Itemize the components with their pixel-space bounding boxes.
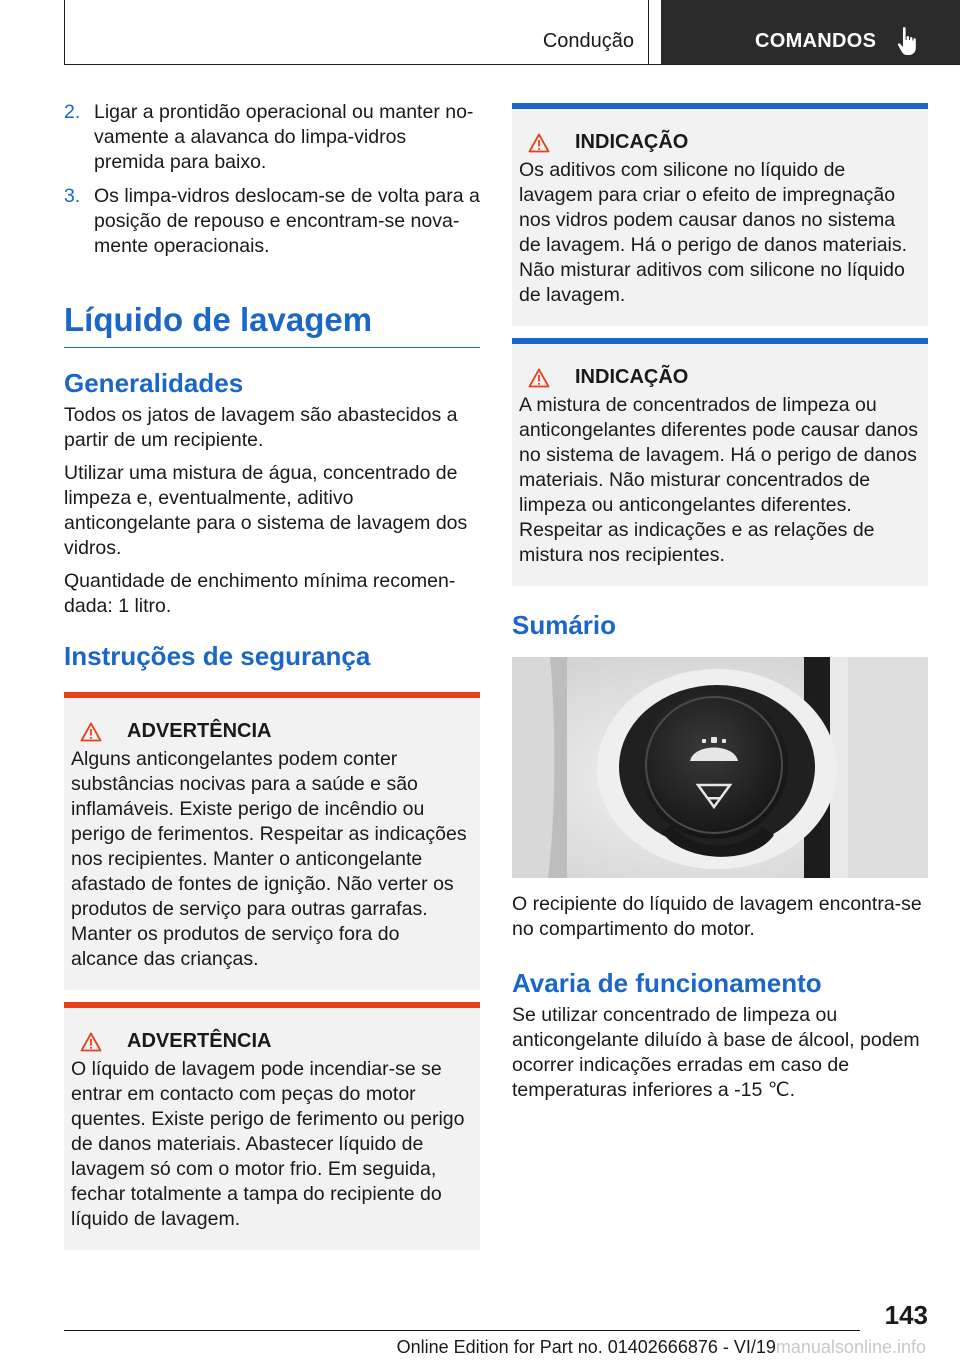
note-box bbox=[512, 338, 928, 586]
generalidades-paragraph: Todos os jatos de lavagem são abastecidos a partir de um recipiente. bbox=[64, 404, 458, 451]
warning-title: ADVERTÊNCIA bbox=[127, 720, 272, 742]
right-column bbox=[512, 103, 928, 1111]
header-section-label: Condução bbox=[542, 30, 634, 52]
seguranca-heading: Instruções de segurança bbox=[64, 641, 371, 671]
washer-cap-illustration bbox=[512, 657, 928, 878]
step-number: 2. bbox=[64, 101, 81, 123]
header-rule bbox=[64, 64, 960, 65]
footer-edition-text: Online Edition for Part no. 01402666876 - VI/19 bbox=[396, 1337, 776, 1357]
note-box bbox=[512, 103, 928, 326]
warning-triangle-icon bbox=[80, 1032, 102, 1052]
step-number: 3. bbox=[64, 185, 81, 207]
header-chapter-tab[interactable] bbox=[661, 0, 960, 64]
sumario-heading: Sumário bbox=[512, 610, 617, 640]
step-text: Ligar a prontidão operacional ou manter novamente a alavanca do limpa-vidros premida para baixo. bbox=[94, 101, 474, 173]
header-section-tab[interactable] bbox=[65, 0, 649, 64]
step-item bbox=[64, 184, 480, 259]
sumario-caption: O recipiente do líquido de lavagem encontra-se no compartimento do motor. bbox=[512, 893, 922, 940]
warning-triangle-icon bbox=[528, 133, 550, 153]
generalidades-paragraph: Utilizar uma mistura de água, concentrado de limpeza e, eventualmente, aditivo anticongelante para o sistema de lavagem dos vidros. bbox=[64, 462, 468, 559]
page-number: 143 bbox=[884, 1300, 928, 1330]
warning-triangle-icon bbox=[80, 722, 102, 742]
note-title: INDICAÇÃO bbox=[575, 131, 689, 153]
avaria-text: Se utilizar concentrado de limpeza ou anticongelante diluído à base de álcool, podem ocorrer indicações erradas em caso de temperaturas inferiores a -15 ℃. bbox=[512, 1004, 920, 1101]
step-list bbox=[64, 100, 480, 259]
pointing-hand-icon bbox=[897, 26, 923, 56]
warning-text: O líquido de lavagem pode incendiar-se se entrar em contacto com peças do motor quentes. Existe perigo de ferimento ou perigo de danos materiais. Abastecer líquido de lavagem só com o motor frio. Em seguida, fechar totalmente a tampa do recipiente do líquido de lavagem. bbox=[71, 1058, 465, 1230]
header-chapter-label: COMANDOS bbox=[755, 30, 877, 52]
washer-reservoir-photo bbox=[512, 657, 928, 878]
warning-text: Alguns anticongelantes podem conter substâncias nocivas para a saúde e são inflamáveis. Existe perigo de incêndio ou perigo de ferimentos. Respeitar as indicações nos recipientes. Manter o anticongelante afastado de fontes de ignição. Não verter os produtos de serviço para outras garrafas. Manter os produtos de serviço fora do alcance das crianças. bbox=[71, 748, 467, 970]
note-box-title bbox=[519, 366, 920, 389]
footer-rule bbox=[64, 1330, 860, 1331]
generalidades-paragraph: Quantidade de enchimento mínima recomendada: 1 litro. bbox=[64, 570, 456, 617]
step-text: Os limpa-vidros deslocam-se de volta para a posição de repouso e encontram-se novamente operacionais. bbox=[94, 185, 480, 257]
step-item bbox=[64, 100, 480, 175]
generalidades-heading: Generalidades bbox=[64, 368, 244, 398]
section-title: Líquido de lavagem bbox=[64, 301, 480, 348]
avaria-heading: Avaria de funcionamento bbox=[512, 968, 822, 998]
note-text: Os aditivos com silicone no líquido de lavagem para criar o efeito de impregnação nos vidros podem causar danos no sistema de lavagem. Há o perigo de danos materiais. Não misturar aditivos com silicone no líquido de lavagem. bbox=[519, 159, 908, 306]
note-box-title bbox=[519, 131, 920, 154]
warning-box bbox=[64, 1002, 480, 1250]
footer-edition bbox=[397, 1337, 926, 1358]
warning-box bbox=[64, 692, 480, 990]
warning-box-title bbox=[71, 720, 472, 743]
note-text: A mistura de concentrados de limpeza ou anticongelantes diferentes pode causar danos no sistema de lavagem. Há o perigo de danos materiais. Não misturar concentrados de limpeza ou anticongelantes diferentes. Respeitar as indicações e as relações de mistura nos recipientes. bbox=[519, 394, 918, 566]
warning-title: ADVERTÊNCIA bbox=[127, 1030, 272, 1052]
warning-triangle-icon bbox=[528, 368, 550, 388]
left-column bbox=[64, 100, 480, 1250]
footer-site[interactable]: manualsonline.info bbox=[775, 1337, 926, 1357]
note-title: INDICAÇÃO bbox=[575, 366, 689, 388]
warning-box-title bbox=[71, 1030, 472, 1053]
